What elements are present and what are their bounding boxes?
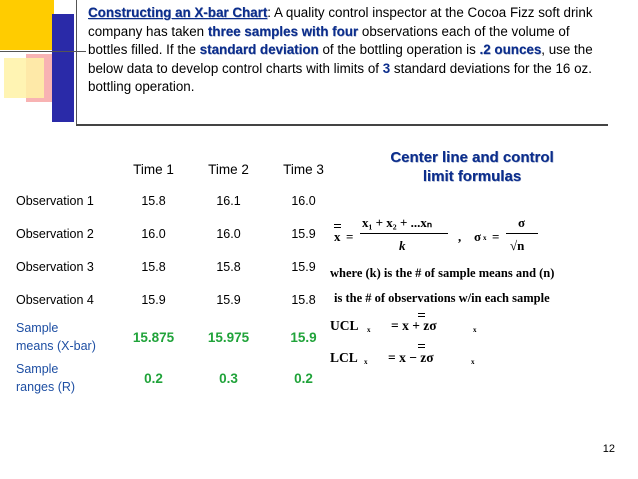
intro-text-2: observations each of the volume of bottles filled. If the [88,23,570,58]
column-header: Time 1 [133,161,174,177]
decor-horizontal-line [0,51,86,52]
table-cell: 16.1 [216,193,241,208]
ucl-sigma-subscript: x [473,326,477,334]
grand-mean-numerator: x₁ + x₂ + ...xₙ [362,215,433,230]
ucl-subscript: x [367,326,371,334]
slide-title: Constructing an X-bar Chart [88,5,268,20]
page-number: 12 [602,443,615,455]
intro-text-4: , use the below data to develop control charts with limits of [88,42,593,76]
table-header-row [10,154,341,184]
mean-value: 15.9 [290,329,317,345]
sigma-denominator-sqrt-n: √n [510,238,525,253]
intro-highlight-ounces: .2 ounces [479,42,542,58]
formulas-heading-line-2: limit formulas [422,168,522,185]
row-label: Observation 2 [16,226,94,241]
ranges-label [10,358,116,398]
sample-ranges-row [10,358,341,398]
where-line-1: where (k) is the # of sample means and (n) [330,266,555,280]
ucl-equation: = x + zσ [391,318,437,333]
ucl-double-bar [418,313,425,314]
means-label [10,316,116,358]
formulas-heading-line-1: Center line and control [390,149,554,166]
intro-text-1: : A quality control inspector at the Cocoa Fizz soft drink company has taken [88,5,593,39]
lcl-double-bar-2 [418,347,425,348]
grand-mean-fraction-line [360,233,448,234]
grand-mean-double-bar-2 [334,227,341,228]
table-cell: 16.0 [141,226,166,241]
sigma-xbar-equals: = [492,229,500,244]
intro-highlight-std-dev: standard deviation [199,42,319,58]
decor-blue-square [52,14,74,122]
mean-value: 15.875 [132,329,175,345]
lcl-subscript: x [364,358,368,366]
lcl-label: LCL [330,350,358,365]
row-label: Observation 1 [16,193,94,208]
sample-means-row [10,316,341,358]
ucl-double-bar-2 [418,316,425,317]
range-value: 0.2 [294,370,313,386]
means-label-line-2: means (X-bar) [16,339,96,353]
sigma-fraction-line [506,233,538,234]
range-value: 0.3 [219,370,238,386]
table-row [10,217,341,250]
ranges-label-line-1: Sample [16,362,59,376]
table-row [10,250,341,283]
decor-vertical-line [76,0,77,126]
grand-mean-double-bar [334,224,341,225]
decor-light-yellow-square [4,58,44,98]
table-cell: 15.8 [141,193,166,208]
row-label: Observation 4 [16,292,94,307]
title-divider [76,124,608,126]
means-label-line-1: Sample [16,321,59,335]
table-row [10,283,341,316]
intro-text-3: of the bottling operation is [318,42,480,58]
table-cell: 15.8 [141,259,166,274]
where-line-2: is the # of observations w/in each sample [334,291,550,305]
column-header: Time 2 [208,161,249,177]
intro-paragraph [88,4,608,97]
table-cell: 16.0 [216,226,241,241]
table-cell: 15.8 [216,259,241,274]
intro-highlight-three: 3 [382,60,391,76]
sigma-xbar-subscript: x [483,234,487,242]
table-cell: 15.9 [291,259,316,274]
lcl-equation: = x − zσ [388,350,434,365]
formulas-heading [362,148,582,186]
range-value: 0.2 [144,370,163,386]
grand-mean-equals: = [346,229,354,244]
table-cell: 16.0 [291,193,316,208]
observation-table [10,154,341,398]
ucl-label: UCL [330,318,359,333]
table-cell: 15.9 [216,292,241,307]
row-label: Observation 3 [16,259,94,274]
intro-text-5: standard deviations for the 16 oz. bottling operation. [88,60,592,95]
table-row [10,184,341,217]
grand-mean-denominator-k: k [399,238,406,253]
lcl-double-bar [418,344,425,345]
formula-comma: , [458,229,462,244]
intro-highlight-samples: three samples with four [207,23,359,39]
decor-yellow-square [0,0,54,50]
table-corner [10,154,116,184]
table-cell: 15.9 [141,292,166,307]
table-cell: 15.8 [291,292,316,307]
sigma-xbar-symbol: σ [474,229,482,244]
mean-value: 15.975 [207,329,250,345]
column-header: Time 3 [283,161,324,177]
lcl-sigma-subscript: x [471,358,475,366]
sigma-numerator: σ [518,215,526,230]
table-cell: 15.9 [291,226,316,241]
ranges-label-line-2: ranges (R) [16,380,76,394]
grand-mean-symbol: x [334,229,341,244]
